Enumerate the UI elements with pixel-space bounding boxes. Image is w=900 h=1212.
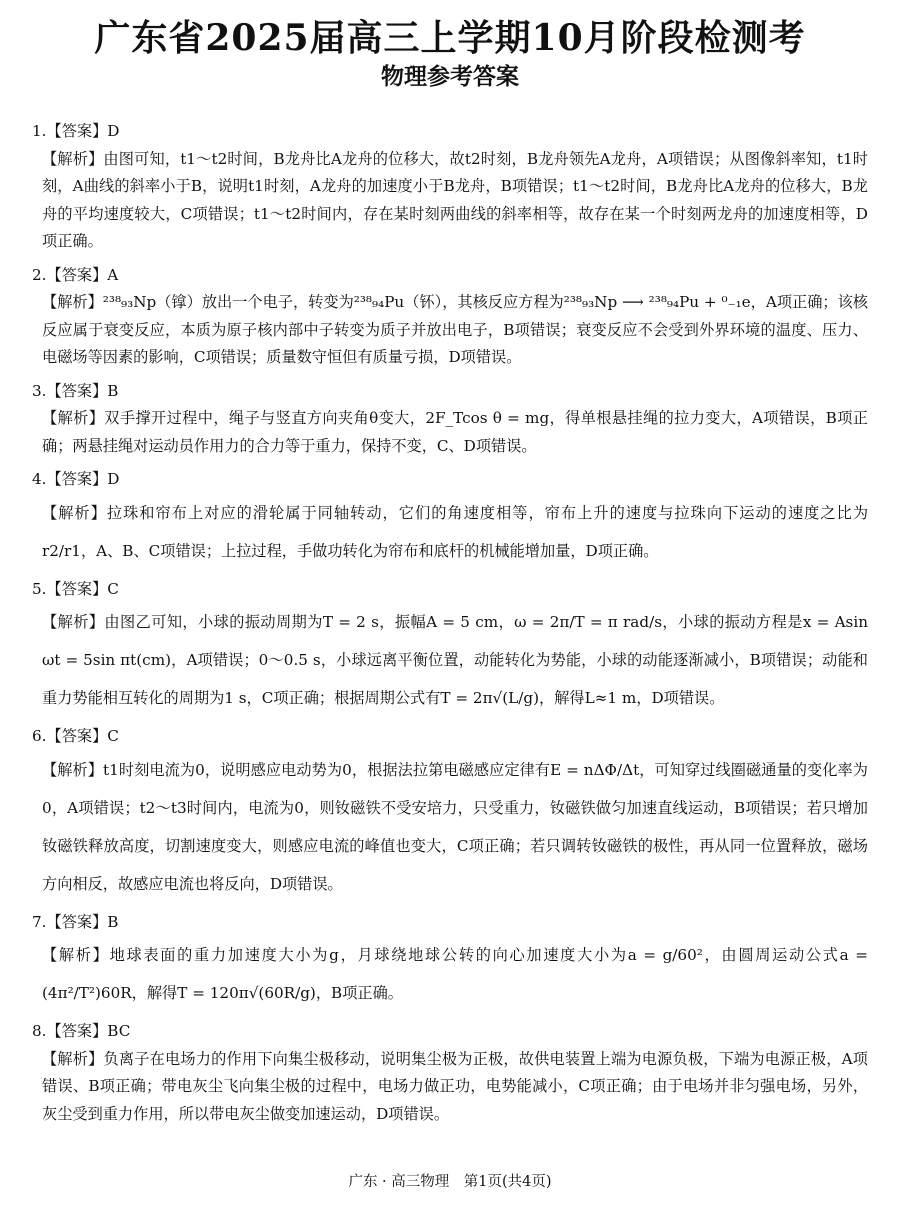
answer-line xyxy=(32,466,868,494)
explanation-text: 【解析】拉珠和帘布上对应的滑轮属于同轴转动，它们的角速度相等，帘布上升的速度与拉珠向下运动的速度之比为r2/r1，A、B、C项错误；上拉过程，手做功转化为帘布和底杆的机械能增加量，D项正确。 xyxy=(42,503,868,560)
question-4 xyxy=(32,466,868,570)
page-footer: 广东 · 高三物理 第1页(共4页) xyxy=(348,1174,552,1190)
answer-line xyxy=(32,909,868,937)
answer-text: 【答案】C xyxy=(46,727,119,745)
answer-text: 【答案】A xyxy=(46,265,119,284)
answer-line xyxy=(32,262,868,290)
answer-line xyxy=(32,118,868,146)
answer-text: 【答案】D xyxy=(46,122,120,140)
question-5 xyxy=(32,576,868,718)
explanation-text: 【解析】由图可知，t1～t2时间，B龙舟比A龙舟的位移大，故t2时刻，B龙舟领先A龙舟，A项错误；从图像斜率知，t1时刻，A曲线的斜率小于B，说明t1时刻，A龙舟的加速度小于B龙舟，B项错误；t1～t2时间，B龙舟比A龙舟的位移大，B龙舟的平均速度较大，C项错误；t1～t2时间内，存在某时刻两曲线的斜率相等，故存在某一个时刻两龙舟的加速度相等，D项正确。 xyxy=(42,149,868,250)
question-number: 2. xyxy=(32,265,47,284)
explanation-text: 【解析】负离子在电场力的作用下向集尘极移动，说明集尘极为正极，故供电装置上端为电源负极，下端为电源正极，A项错误、B项正确；带电灰尘飞向集尘极的过程中，电场力做正功，电势能减小，C项正确；由于电场并非匀强电场，另外，灰尘受到重力作用，所以带电灰尘做变加速运动，D项错误。 xyxy=(42,1049,868,1123)
answer-list xyxy=(32,118,868,1134)
explanation-text: 【解析】地球表面的重力加速度大小为g，月球绕地球公转的向心加速度大小为a = g/60²，由圆周运动公式a = (4π²/T²)60R，解得T = 120π√(60R/g)，B项正确。 xyxy=(42,946,868,1002)
explanation-text: 【解析】由图乙可知，小球的振动周期为T = 2 s，振幅A = 5 cm，ω = 2π/T = π rad/s，小球的振动方程是x = Asin ωt = 5sin πt(cm)，A项错误；0～0.5 s，小球远离平衡位置，动能转化为势能，小球的动能逐渐减小，B项错误；动能和重力势能相互转化的周期为1 s，C项正确；根据周期公式有T = 2π√(L/g)，解得L≈1 m，D项错误。 xyxy=(42,613,868,707)
question-number: 6. xyxy=(32,727,47,745)
question-number: 3. xyxy=(32,381,47,400)
question-number: 5. xyxy=(32,579,47,598)
explanation-text: 【解析】双手撑开过程中，绳子与竖直方向夹角θ变大，2F_Tcos θ = mg，得单根悬挂绳的拉力变大，A项错误，B项正确；两悬挂绳对运动员作用力的合力等于重力，保持不变，C、D项错误。 xyxy=(42,409,868,455)
answer-line xyxy=(32,1018,868,1046)
answer-text: 【答案】BC xyxy=(46,1022,131,1040)
page-title: 广东省2025届高三上学期10月阶段检测考 xyxy=(94,17,806,59)
question-6 xyxy=(32,723,868,903)
answer-text: 【答案】D xyxy=(46,470,120,488)
answer-text: 【答案】B xyxy=(46,912,119,931)
answer-text: 【答案】B xyxy=(46,381,119,400)
question-number: 1. xyxy=(32,122,47,140)
explanation-text: 【解析】²³⁸₉₃Np（镎）放出一个电子，转变为²³⁸₉₄Pu（钚），其核反应方程为²³⁸₉₃Np ⟶ ²³⁸₉₄Pu + ⁰₋₁e，A项正确；该核反应属于衰变反应，本质为原子核内部中子转变为质子并放出电子，B项错误；衰变反应不会受到外界环境的温度、压力、电磁场等因素的影响，C项错误；质量数守恒但有质量亏损，D项错误。 xyxy=(42,293,868,366)
question-3 xyxy=(32,378,868,461)
question-8 xyxy=(32,1018,868,1128)
question-1 xyxy=(32,118,868,256)
page-subtitle: 物理参考答案 xyxy=(381,64,519,90)
explanation-text: 【解析】t1时刻电流为0，说明感应电动势为0，根据法拉第电磁感应定律有E = nΔΦ/Δt，可知穿过线圈磁通量的变化率为0，A项错误；t2～t3时间内，电流为0，则钕磁铁不受安培力，只受重力，钕磁铁做匀加速直线运动，B项错误；若只增加钕磁铁释放高度，切割速度变大，则感应电流的峰值也变大，C项正确；若只调转钕磁铁的极性，再从同一位置释放，磁场方向相反，故感应电流也将反向，D项错误。 xyxy=(42,760,868,893)
question-number: 7. xyxy=(32,912,47,931)
answer-line xyxy=(32,723,868,751)
answer-line xyxy=(32,576,868,604)
answer-line xyxy=(32,378,868,406)
question-2 xyxy=(32,262,868,372)
question-7 xyxy=(32,909,868,1013)
question-number: 8. xyxy=(32,1022,47,1040)
question-number: 4. xyxy=(32,470,47,488)
answer-text: 【答案】C xyxy=(46,579,119,598)
